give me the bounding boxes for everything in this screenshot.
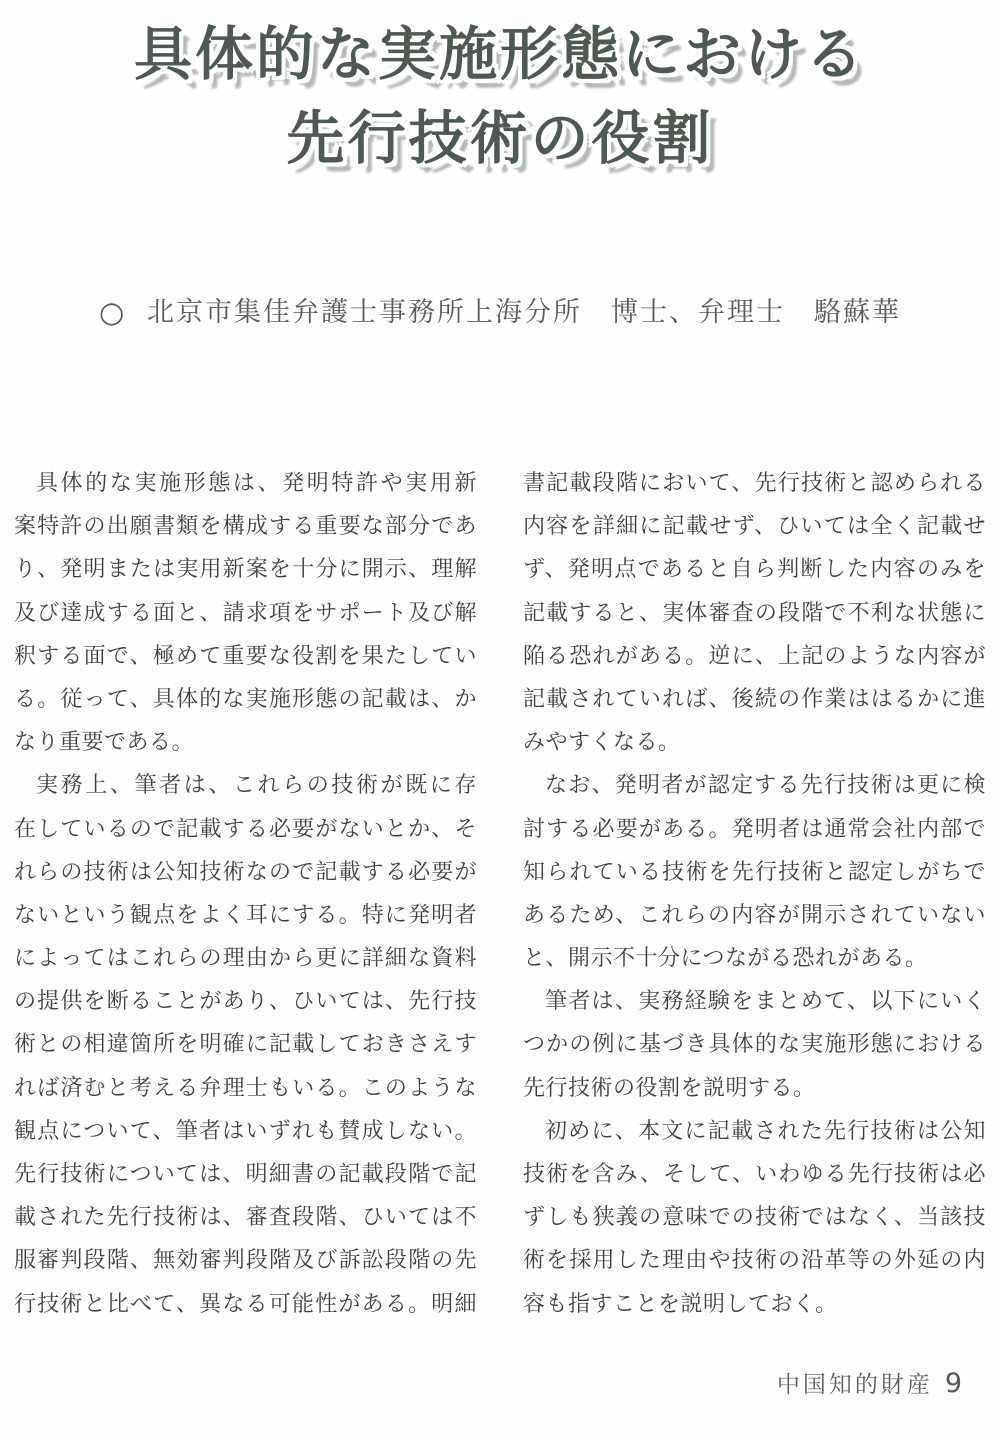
page-number: 9: [944, 1368, 962, 1399]
text-line: 在しているので記載する必要がないとか、そ: [14, 815, 477, 841]
author-text: 北京市集佳弁護士事務所上海分所 博士、弁理士 駱蘇華: [146, 297, 901, 328]
text-line: り、発明または実用新案を十分に開示、理解: [14, 556, 477, 582]
text-line: れらの技術は公知技術なので記載する必要が: [14, 858, 477, 884]
text-line: 先行技術については、明細書の記載段階で記: [14, 1161, 477, 1186]
text-line: 初めに、本文に記載された先行技術は公知: [545, 1117, 986, 1143]
text-line: ずしも狭義の意味での技術ではなく、当該技: [523, 1204, 986, 1230]
title-line-2: 先行技術の役割: [286, 104, 714, 172]
text-line: 内容を詳細に記載せず、ひいては全く記載せ: [523, 513, 986, 539]
text-line: 記載すると、実体審査の段階で不利な状態に: [523, 599, 986, 625]
author-line: [0, 294, 1000, 331]
text-line: つかの例に基づき具体的な実施形態における: [523, 1031, 986, 1057]
text-line: 及び達成する面と、請求項をサポート及び解: [14, 599, 477, 625]
text-line: 載された先行技術は、審査段階、ひいては不: [14, 1204, 477, 1230]
right-column: [523, 461, 986, 1325]
text-line: 容も指すことを説明しておく。: [523, 1290, 838, 1316]
text-line: 実務上、筆者は、これらの技術が既に存: [36, 772, 477, 798]
text-line: なり重要である。: [14, 729, 195, 755]
text-line: 先行技術の役割を説明する。: [523, 1074, 816, 1100]
text-line: れば済むと考える弁理士もいる。このような: [14, 1074, 477, 1100]
text-line: 釈する面で、極めて重要な役割を果たしてい: [14, 642, 477, 668]
text-line: 筆者は、実務経験をまとめて、以下にいく: [545, 988, 986, 1014]
text-line: 服審判段階、無効審判段階及び訴訟段階の先: [14, 1247, 477, 1273]
text-line: ないという観点をよく耳にする。特に発明者: [14, 901, 477, 927]
text-line: みやすくなる。: [523, 729, 681, 755]
page-title: [0, 0, 1000, 180]
text-line: と、開示不十分につながる恐れがある。: [523, 945, 928, 971]
footer: [777, 1366, 962, 1399]
text-line: 具体的な実施形態は、発明特許や実用新: [36, 470, 477, 495]
title-line-1: 具体的な実施形態における: [133, 20, 866, 88]
text-line: 知られている技術を先行技術と認定しがちで: [523, 858, 986, 884]
text-line: ず、発明点であると自ら判断した内容のみを: [523, 556, 986, 582]
text-line: 案特許の出願書類を構成する重要な部分であ: [14, 513, 477, 539]
text-line: 記載されていれば、後続の作業ははるかに進: [523, 685, 986, 711]
text-line: 陥る恐れがある。逆に、上記のような内容が: [523, 642, 986, 668]
text-line: 討する必要がある。発明者は通常会社内部で: [523, 815, 986, 841]
left-column: [14, 461, 477, 1325]
text-line: 技術を含み、そして、いわゆる先行技術は必: [523, 1161, 986, 1186]
author-circle-icon: ○: [99, 295, 127, 329]
text-line: る。従って、具体的な実施形態の記載は、か: [14, 685, 477, 711]
text-line: 行技術と比べて、異なる可能性がある。明細: [14, 1290, 477, 1316]
body-text: [0, 461, 1000, 1325]
text-line: の提供を断ることがあり、ひいては、先行技: [14, 988, 477, 1014]
text-line: 術との相違箇所を明確に記載しておきさえす: [14, 1031, 477, 1057]
text-line: によってはこれらの理由から更に詳細な資料: [14, 945, 477, 971]
text-line: 観点について、筆者はいずれも賛成しない。: [14, 1117, 477, 1143]
text-line: なお、発明者が認定する先行技術は更に検: [545, 772, 986, 798]
text-line: 術を採用した理由や技術の沿革等の外延の内: [523, 1247, 986, 1273]
text-line: あるため、これらの内容が開示されていない: [523, 901, 986, 927]
text-line: 書記載段階において、先行技術と認められる: [523, 470, 986, 495]
journal-name: 中国知的財産: [776, 1372, 933, 1397]
